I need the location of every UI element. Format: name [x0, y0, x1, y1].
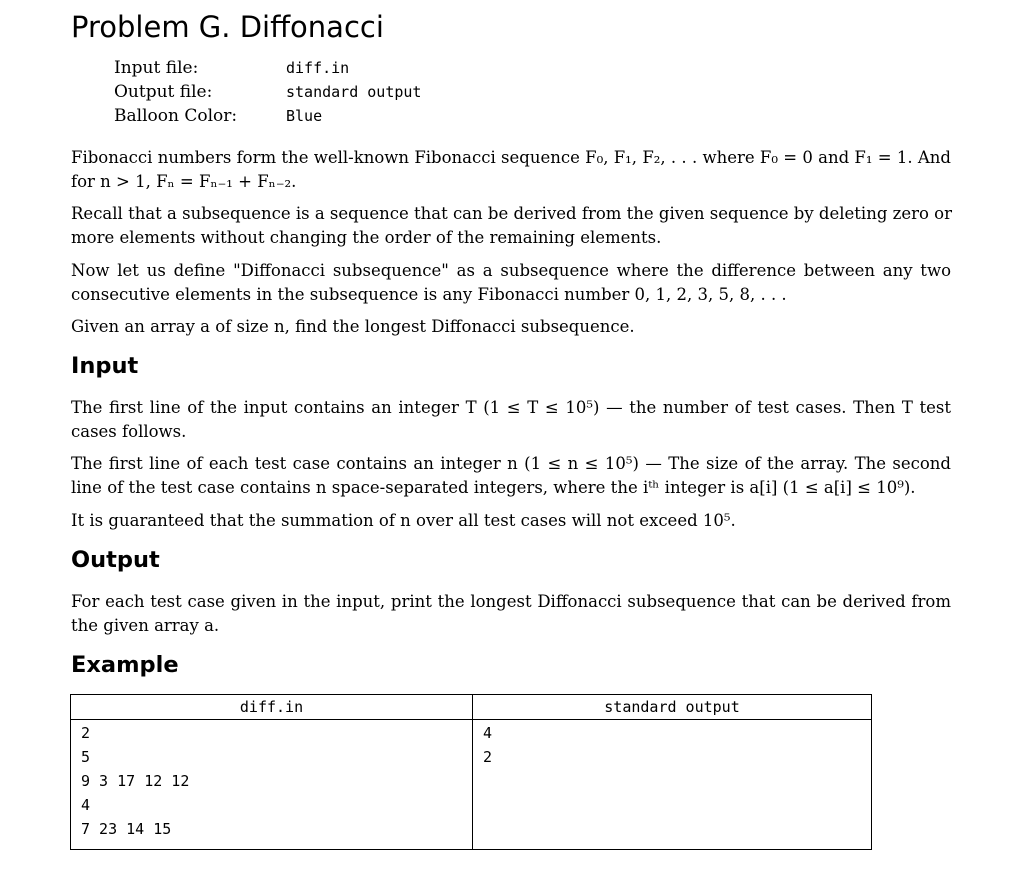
example-output-line: 4 — [483, 724, 493, 742]
text-line: for n > 1, Fₙ = Fₙ₋₁ + Fₙ₋₂. — [71, 172, 297, 191]
statement-paragraph-3 — [71, 259, 951, 307]
example-input-header: diff.in — [71, 695, 472, 720]
input-paragraph-2 — [71, 452, 951, 500]
output-paragraph-1 — [71, 590, 951, 638]
meta-value: Blue — [286, 107, 323, 125]
text-line: consecutive elements in the subsequence is any Fibonacci number 0, 1, 2, 3, 5, 8, . . . — [71, 285, 787, 304]
input-heading: Input — [71, 353, 139, 379]
text-line: Given an array a of size n, find the longest Diffonacci subsequence. — [71, 317, 635, 336]
text-line: It is guaranteed that the summation of n over all test cases will not exceed 10⁵. — [71, 511, 736, 530]
statement-paragraph-4 — [71, 315, 951, 339]
example-table — [70, 694, 872, 850]
example-output-line: 2 — [483, 748, 493, 766]
example-input-line: 7 23 14 15 — [81, 820, 172, 838]
example-input-column — [71, 695, 473, 849]
meta-label: Balloon Color: — [114, 106, 238, 126]
example-input-line: 9 3 17 12 12 — [81, 772, 190, 790]
example-output-body — [473, 720, 871, 769]
meta-label: Output file: — [114, 82, 213, 102]
input-paragraph-3 — [71, 509, 951, 533]
example-output-column — [473, 695, 871, 849]
text-line: Now let us define "Diffonacci subsequence" as a subsequence where the difference between any two — [71, 261, 951, 280]
text-line: The first line of the input contains an integer T (1 ≤ T ≤ 10⁵) — the number of test cases. Then T test — [71, 398, 951, 417]
meta-label: Input file: — [114, 58, 199, 78]
output-heading: Output — [71, 547, 160, 573]
text-line: line of the test case contains n space-separated integers, where the iᵗʰ integer is a[i] (1 ≤ a[i] ≤ 10⁹). — [71, 478, 916, 497]
text-line: Recall that a subsequence is a sequence that can be derived from the given sequence by deleting zero or — [71, 204, 952, 223]
example-output-header: standard output — [473, 695, 871, 720]
text-line: Fibonacci numbers form the well-known Fibonacci sequence F₀, F₁, F₂, . . . where F₀ = 0 and F₁ = 1. And — [71, 148, 951, 167]
meta-value: diff.in — [286, 59, 350, 77]
example-input-line: 4 — [81, 796, 91, 814]
text-line: cases follows. — [71, 422, 187, 441]
text-line: For each test case given in the input, print the longest Diffonacci subsequence that can be derived from — [71, 592, 951, 611]
statement-paragraph-2 — [71, 202, 951, 250]
example-input-line: 2 — [81, 724, 91, 742]
text-line: the given array a. — [71, 616, 220, 635]
meta-value: standard output — [286, 83, 422, 101]
example-heading: Example — [71, 652, 179, 678]
text-line: The first line of each test case contains an integer n (1 ≤ n ≤ 10⁵) — The size of the array. The second — [71, 454, 951, 473]
text-line: more elements without changing the order of the remaining elements. — [71, 228, 662, 247]
example-input-body — [71, 720, 472, 841]
example-input-line: 5 — [81, 748, 91, 766]
statement-paragraph-1 — [71, 146, 951, 194]
input-paragraph-1 — [71, 396, 951, 444]
page-title: Problem G. Diffonacci — [71, 10, 384, 44]
